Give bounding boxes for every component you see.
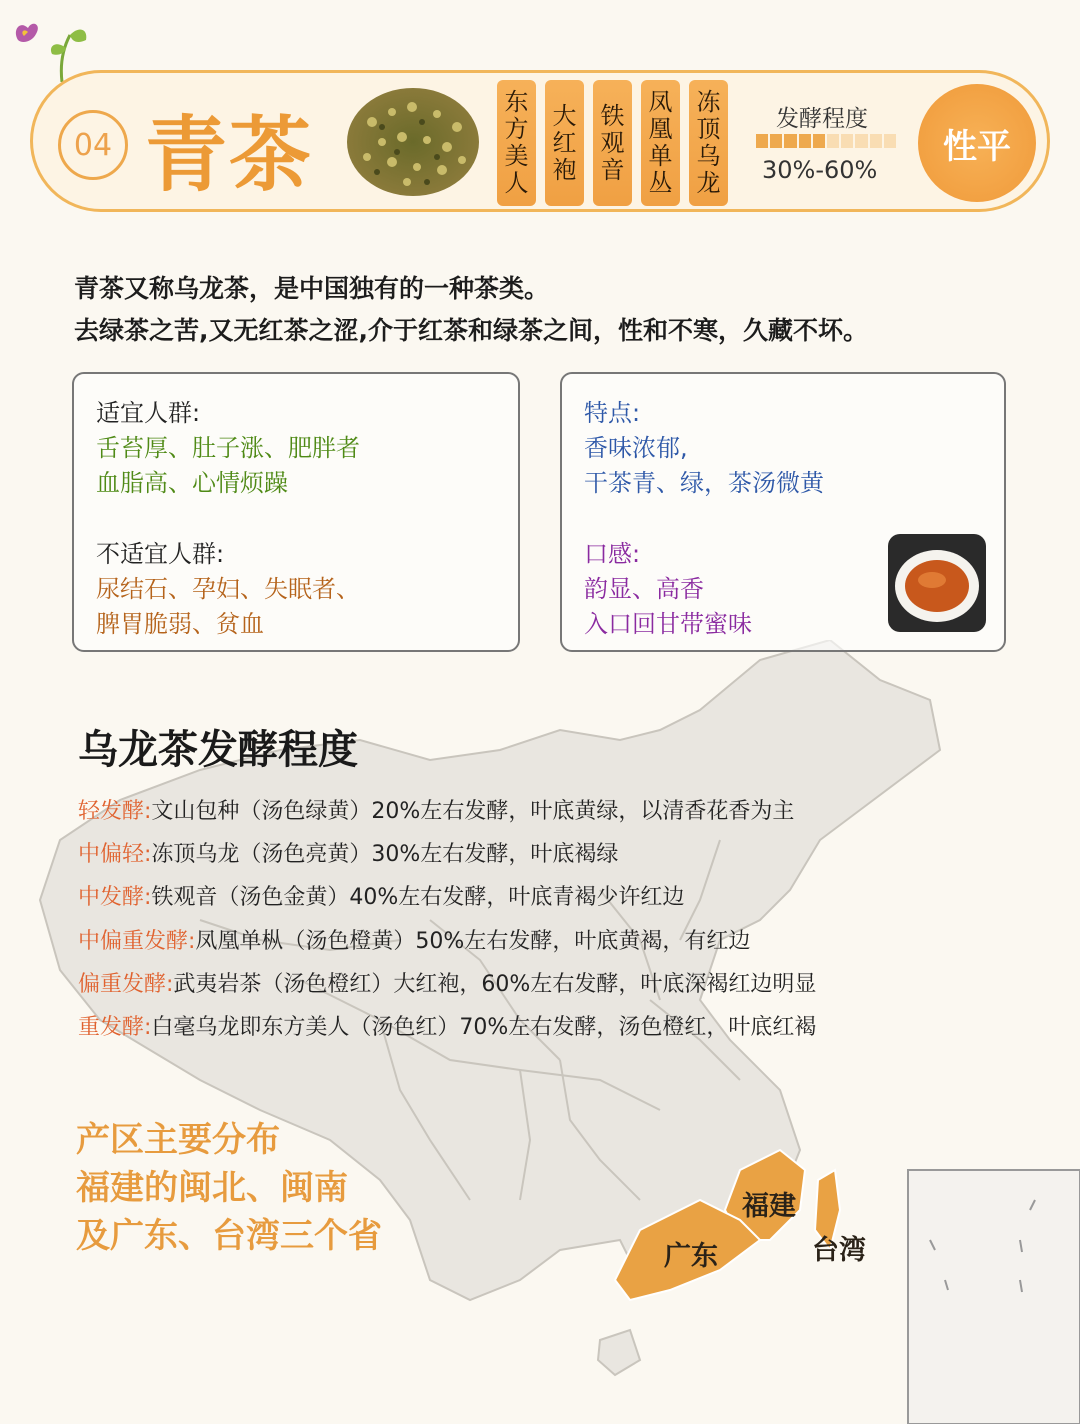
- origin-line: 产区主要分布: [76, 1120, 280, 1160]
- ferment-bar: [756, 134, 896, 148]
- page-title: 青茶: [145, 108, 314, 203]
- not-suitable-line: 脾胃脆弱、贫血: [96, 610, 264, 638]
- ferment-level-row: [78, 792, 816, 835]
- taste-line: 入口回甘带蜜味: [584, 610, 752, 638]
- ferment-level-row: [78, 878, 816, 921]
- suitable-line: 血脂高、心情烦躁: [96, 469, 288, 497]
- ferment-level-row: [78, 835, 816, 878]
- features-card: [560, 372, 1006, 652]
- not-suitable-line: 尿结石、孕妇、失眠者、: [96, 575, 360, 603]
- map-label-guangdong: 广东: [664, 1241, 718, 1272]
- suitable-line: 舌苔厚、肚子涨、肥胖者: [96, 434, 360, 462]
- sprout-icon: [10, 10, 90, 82]
- ferment-level-list: [78, 792, 816, 1051]
- level-text: 文山包种（汤色绿黄）20%左右发酵，叶底黄绿，以清香花香为主: [151, 799, 795, 824]
- section-number: 04: [58, 110, 128, 180]
- level-label: 中发酵:: [78, 885, 152, 911]
- variety-tag: 冻顶乌龙: [689, 80, 728, 206]
- variety-tag: 铁观音: [593, 80, 632, 206]
- map-label-taiwan: 台湾: [812, 1235, 866, 1266]
- map-hainan: [598, 1330, 640, 1375]
- variety-tag: 凤凰单丛: [641, 80, 680, 206]
- origin-text: [76, 1116, 382, 1260]
- level-label: 轻发酵:: [78, 799, 152, 824]
- suitable-heading: 适宜人群:: [96, 399, 201, 427]
- nature-badge: 性平: [918, 84, 1036, 202]
- taste-heading: 口感:: [584, 540, 641, 568]
- features-line: 干茶青、绿，茶汤微黄: [584, 469, 824, 497]
- level-text: 冻顶乌龙（汤色亮黄）30%左右发酵，叶底褐绿: [151, 842, 619, 868]
- origin-line: 福建的闽北、闽南: [76, 1168, 348, 1208]
- tea-leaves-image: [342, 82, 484, 202]
- ferment-section-title: 乌龙茶发酵程度: [78, 727, 358, 773]
- variety-tag: 大红袍: [545, 80, 584, 206]
- level-label: 中偏重发酵:: [78, 928, 196, 954]
- level-text: 铁观音（汤色金黄）40%左右发酵，叶底青褐少许红边: [151, 885, 685, 911]
- ferment-label: 发酵程度: [776, 106, 868, 132]
- ferment-level-row: [78, 922, 816, 965]
- features-line: 香味浓郁,: [584, 434, 688, 462]
- suitable-people-card: [72, 372, 520, 652]
- intro-line: 去绿茶之苦,又无红茶之涩,介于红茶和绿茶之间，性和不寒，久藏不坏。: [74, 316, 868, 345]
- level-text: 白毫乌龙即东方美人（汤色红）70%左右发酵，汤色橙红，叶底红褐: [151, 1014, 817, 1040]
- level-text: 武夷岩茶（汤色橙红）大红袍，60%左右发酵，叶底深褐红边明显: [173, 971, 817, 997]
- intro-line: 青茶又称乌龙茶，是中国独有的一种茶类。: [74, 274, 550, 303]
- origin-line: 及广东、台湾三个省: [76, 1216, 382, 1256]
- map-label-fujian: 福建: [742, 1191, 796, 1222]
- intro-text: [74, 268, 868, 352]
- variety-list: [497, 80, 728, 206]
- features-heading: 特点:: [584, 399, 641, 427]
- ferment-level-row: [78, 1008, 816, 1051]
- taste-line: 韵显、高香: [584, 575, 704, 603]
- level-label: 中偏轻:: [78, 842, 152, 868]
- level-label: 偏重发酵:: [78, 971, 174, 997]
- variety-tag: 东方美人: [497, 80, 536, 206]
- level-text: 凤凰单枞（汤色橙黄）50%左右发酵，叶底黄褐，有红边: [195, 928, 751, 954]
- ferment-level-row: [78, 965, 816, 1008]
- level-label: 重发酵:: [78, 1014, 152, 1040]
- tea-cup-image: [888, 534, 986, 632]
- not-suitable-heading: 不适宜人群:: [96, 540, 225, 568]
- ferment-range: 30%-60%: [762, 156, 878, 184]
